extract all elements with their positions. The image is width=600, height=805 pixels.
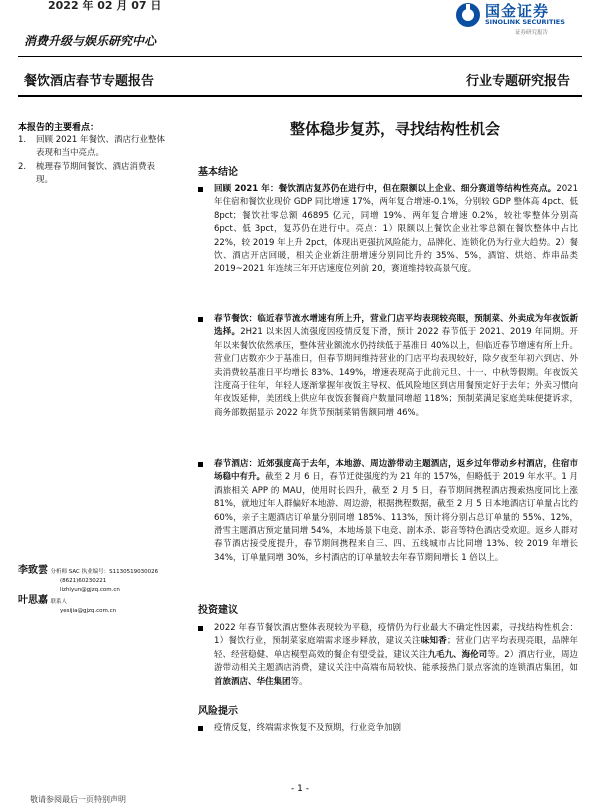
paragraph-investment	[198, 622, 578, 689]
bullet-icon	[198, 626, 203, 631]
paragraph-spring-dining	[198, 313, 578, 420]
logo-mark-icon	[455, 2, 481, 28]
paragraph-body: 2H21 以来因人流强度因疫情反复下滑，预计 2022 春节低于 2021、2019 年同期。开年以来餐饮依然承压，整体营业额流水仍持续低于基准日 40%以上，但临近春节增速有所上升。营业门店数亦少于基准日，但春节期间维持营业的门店平均表现较好，除夕夜至年初六到店、外卖消费较基准日平均增长 83%、149%，增速表现高于此前元旦、十一、中秋等假期。年夜饭关注度高于往年，年轻人逐渐掌握年夜饭主导权、低风险地区到店用餐预定好于去年；外卖习惯向年夜饭延伸，美团线上供应年夜饭套餐商户数量同增超 118%；预制菜满足家庭美味便捷诉求，商务部数据显示 2022 年货节预制菜销售额同增 46%。	[214, 327, 578, 418]
sidebar-list	[18, 134, 168, 188]
highlight-stock: 九毛九、海伦司	[427, 649, 488, 660]
section-heading-investment: 投资建议	[198, 605, 238, 616]
paragraph-lead: 春节酒店：近郊强度高于去年，本地游、周边游带动主题酒店，返乡过年带动乡村酒店，住宿市场稳中有升。	[214, 459, 578, 483]
paragraph-body: 2022 年春节餐饮酒店整体表现较为平稳，疫情仍为行业最大不确定性因素，寻找结构性机会：1）餐饮行业，预制菜家庭端需求逐步释放，建议关注	[214, 623, 578, 647]
page-number: - 1 -	[291, 784, 309, 794]
logo-name-cn: 国金证券	[485, 2, 550, 20]
bullet-icon	[198, 187, 203, 192]
analyst-phone: (8621)60230221	[60, 578, 107, 584]
analyst-card	[18, 566, 158, 595]
paragraph-body: ；营业门店平均表现亮眼，品牌年轻、经营稳健、单店模型高效的餐企有望受益，建议关注	[214, 636, 578, 660]
sidebar-item-text: 回顾 2021 年餐饮、酒店行业整体表现和当中亮点。	[36, 135, 166, 158]
paragraph-lead: 春节餐饮：临近春节流水增速有所上升，营业门店平均表现较亮眼，预制菜、外卖成为年夜饭新选择。	[214, 314, 578, 338]
sidebar-title: 本报告的主要看点：	[18, 123, 100, 133]
section-heading-conclusion: 基本结论	[198, 167, 238, 178]
contact-card	[18, 596, 116, 616]
bullet-icon	[198, 317, 203, 322]
paragraph-body: 等。	[290, 676, 308, 687]
bullet-icon	[198, 462, 203, 467]
analyst-role: 分析师 SAC 执业编号：S1130519030026	[50, 569, 159, 575]
paragraph-body: 等。2）酒店行业，周边游带动相关主题酒店消费，建议关注中高端布局较快、能承接热门景点客流的连锁酒店集团，如	[214, 649, 578, 674]
research-center-name: 消费升级与娱乐研究中心	[24, 34, 157, 48]
paragraph-body: 2021 年住宿和餐饮业现价 GDP 同比增速 17%，两年复合增速-0.1%，分别较 GDP 整体高 4pct、低 8pct；餐饮社零总额 46895 亿元，同增 19%、两年复合增速 0.2%，较社零整体分别高 6pct、低 3pct，复苏仍在进行中。亮点：1）限额以上餐饮企业社零总额在餐饮整体中占比 22%，较 2019 年上升 2pct，体现出更强抗风险能力，品牌化、连锁化仍为行业大趋势。2）餐饮、酒店开店回暖，相关企业新注册增速分别同比升约 35%、5%，酒馆、烘焙、炸串品类 2019~2021 年连续三年开店速度位列前 20，赛道维持较高景气度。	[214, 184, 578, 275]
paragraph-spring-hotel	[198, 458, 578, 565]
sidebar-item-text: 梳理春节期间餐饮、酒店消费表现。	[36, 162, 156, 185]
footer-disclaimer: 敬请参阅最后一页特别声明	[30, 795, 126, 804]
contact-name: 叶思嘉	[18, 595, 48, 606]
sidebar-item	[18, 161, 168, 187]
bullet-icon	[198, 726, 203, 731]
analyst-email: lizhiyun@gjzq.com.cn	[60, 587, 120, 593]
report-title: 餐饮酒店春节专题报告	[24, 74, 155, 89]
paragraph-body: 截至 2 月 6 日，春节迁徙强度约为 21 年的 157%，但略低于 2019 年水平。1 月酒旅相关 APP 的 MAU，使用时长四升，截至 2 月 5 日，春节期间携程酒店搜索热度同比上涨 81%，就地过年人群偏好本地游、周边游，根据携程数据，截至 2 月 5 日本地酒店订单量占比约 60%，亲子主题酒店订单量分别同增 185%、113%，预计将分别占总订单量的 55%、12%，滑雪主题酒店预定量同增 54%，本地场景下电竞、剧本杀、影音等特色酒店受欢迎。返乡人群对春节酒店接受度提升，春节期间携程来自三、四、五线城市占比同增 13%、较 2019 年增长 34%，订单量同增 30%，乡村酒店的订单量较去年春节期间增长 1 倍以上。	[214, 472, 578, 563]
paragraph-risk	[198, 722, 578, 735]
paragraph-review-2021	[198, 183, 578, 277]
contact-email: yesijia@gjzq.com.cn	[60, 608, 117, 614]
header-rule-top	[18, 56, 582, 57]
header-rule-bottom	[18, 95, 582, 97]
logo-name-en: SINOLINK SECURITIES	[485, 18, 565, 26]
sidebar-item	[18, 134, 168, 160]
report-date: 2022 年 02 月 07 日	[48, 0, 162, 12]
contact-role: 联系人	[50, 599, 68, 605]
sidebar-item-number: 2.	[18, 162, 27, 172]
report-type: 行业专题研究报告	[465, 74, 570, 89]
logo-motto: 证券研究报告	[515, 30, 549, 36]
paragraph-lead: 回顾 2021 年：餐饮酒店复苏仍在进行中，但在限额以上企业、细分赛道等结构性亮点。	[214, 184, 557, 194]
section-heading-risk: 风险提示	[198, 706, 238, 717]
analyst-name: 李致雲	[18, 565, 48, 576]
highlight-stock: 味知香	[420, 636, 448, 647]
sidebar-item-number: 1.	[18, 135, 27, 145]
company-logo	[455, 0, 575, 36]
main-title: 整体稳步复苏，寻找结构性机会	[289, 120, 500, 138]
paragraph-body: 疫情反复，终端需求恢复不及预期，行业竞争加剧	[214, 723, 402, 733]
highlight-stock: 首旅酒店、华住集团	[214, 676, 291, 687]
